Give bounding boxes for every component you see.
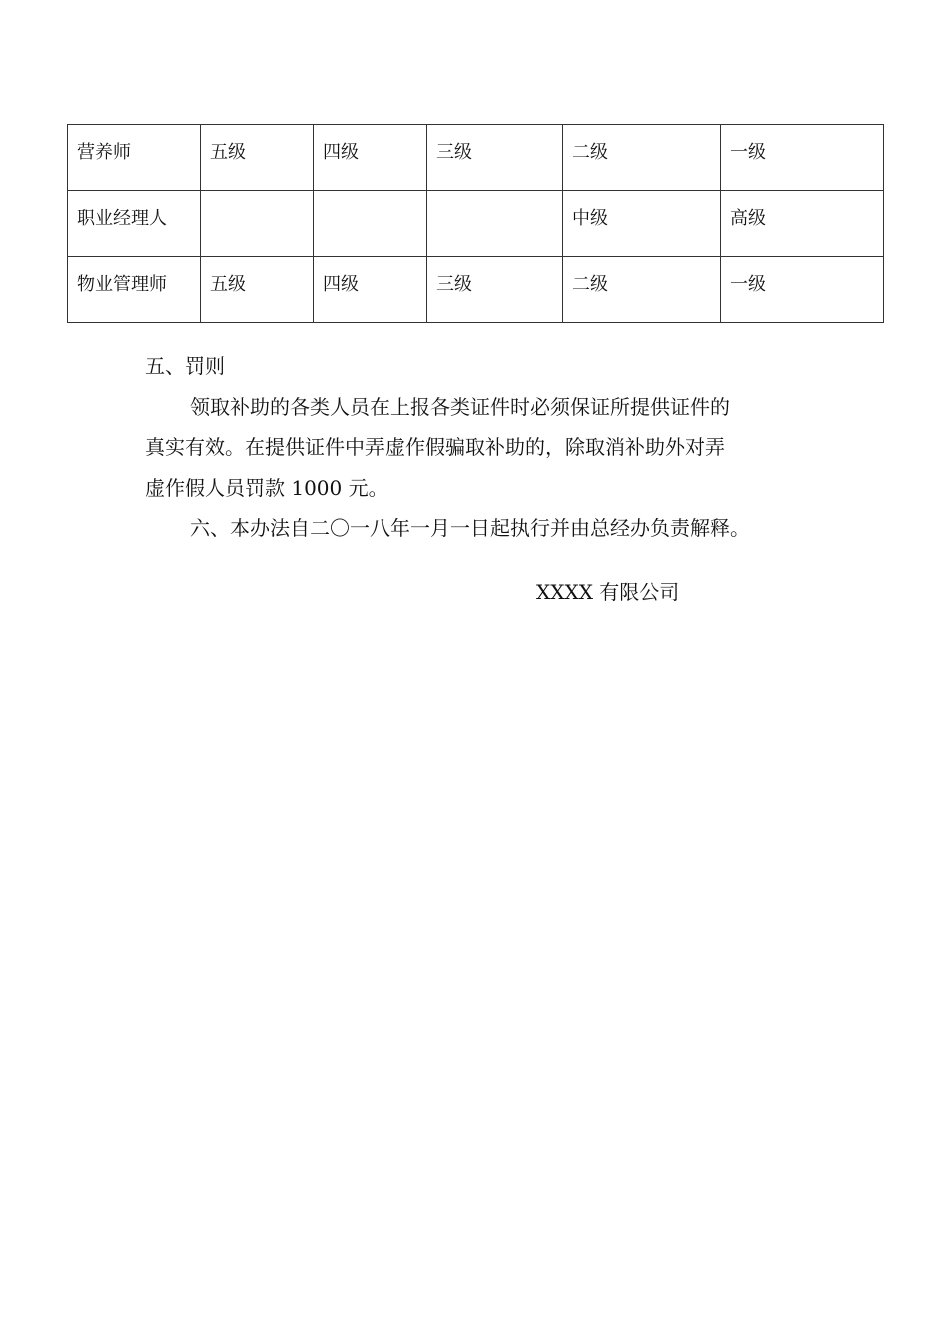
- table-cell: [314, 191, 427, 257]
- table-cell: 三级: [427, 125, 563, 191]
- penalty-paragraph-line-2: 真实有效。在提供证件中弄虚作假骗取补助的，除取消补助外对弄: [145, 435, 725, 459]
- table-cell: 四级: [314, 125, 427, 191]
- table-cell-title: 营养师: [68, 125, 201, 191]
- table-cell-title: 职业经理人: [68, 191, 201, 257]
- table-cell: 二级: [563, 125, 721, 191]
- table-cell: 三级: [427, 257, 563, 323]
- table-row: [68, 125, 884, 191]
- table-cell: [201, 191, 314, 257]
- table-cell: [427, 191, 563, 257]
- table-cell: 高级: [721, 191, 884, 257]
- penalty-paragraph-line-3: 虚作假人员罚款 1000 元。: [145, 476, 389, 500]
- table-cell: 五级: [201, 125, 314, 191]
- table-cell: 一级: [721, 257, 884, 323]
- table-cell: 二级: [563, 257, 721, 323]
- table-row: [68, 257, 884, 323]
- effective-date-paragraph: 六、本办法自二〇一八年一月一日起执行并由总经办负责解释。: [190, 516, 750, 540]
- table-cell: 中级: [563, 191, 721, 257]
- table-cell: 四级: [314, 257, 427, 323]
- company-signature: XXXX 有限公司: [536, 580, 680, 604]
- table-cell: 一级: [721, 125, 884, 191]
- section-heading-penalties: 五、罚则: [145, 354, 225, 378]
- table-cell: 五级: [201, 257, 314, 323]
- table-cell-title: 物业管理师: [68, 257, 201, 323]
- penalty-paragraph-line-1: 领取补助的各类人员在上报各类证件时必须保证所提供证件的: [190, 395, 730, 419]
- qualification-level-table: [67, 124, 884, 323]
- table-row: [68, 191, 884, 257]
